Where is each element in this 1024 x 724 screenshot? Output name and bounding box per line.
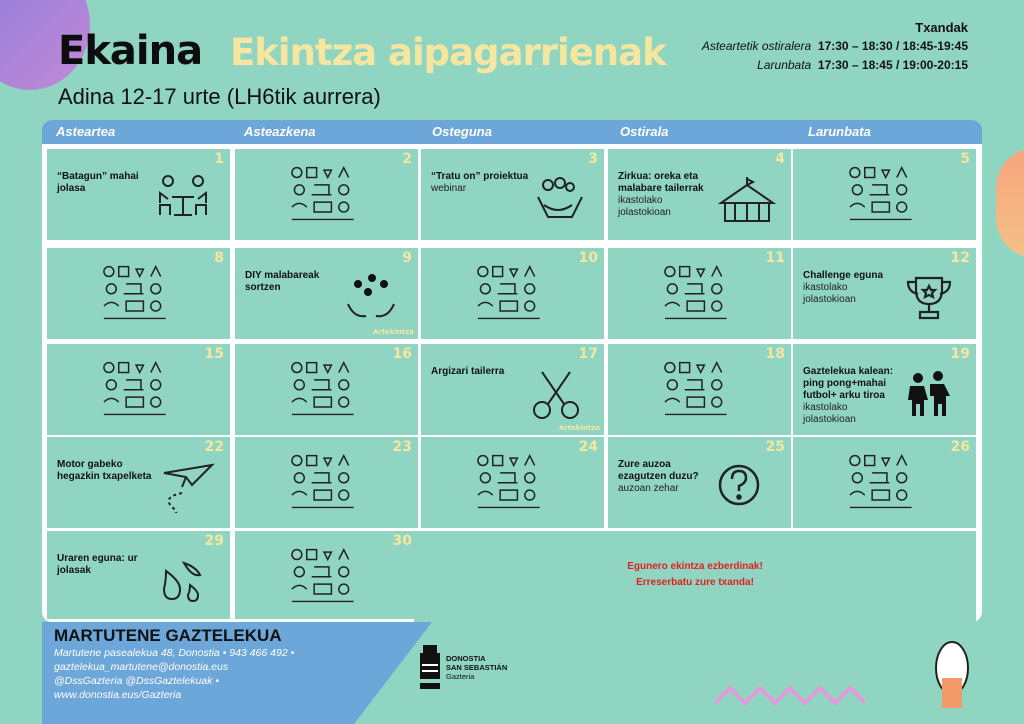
trophy-icon	[902, 274, 962, 324]
page-title: Ekaina	[58, 28, 203, 74]
question-icon	[717, 463, 777, 513]
day-number: 12	[950, 250, 970, 266]
schedule-box	[702, 18, 968, 75]
calendar-day-cell	[608, 437, 791, 528]
activity-location: webinar	[431, 183, 467, 194]
activity-title: Zure auzoa ezagutzen duzu?	[618, 459, 699, 482]
activities-collage-icon	[845, 165, 919, 227]
venue-name: MARTUTENE GAZTELEKUA	[54, 626, 282, 645]
calendar-day-cell	[47, 149, 230, 240]
calendar	[42, 120, 982, 622]
notice-cell	[414, 531, 976, 622]
calendar-day-cell	[47, 437, 230, 528]
day-number: 18	[765, 346, 785, 362]
activity-title: “Tratu on” proiektua	[431, 171, 529, 182]
activities-collage-icon	[287, 547, 361, 609]
table-icon	[156, 175, 216, 225]
notice-line2: Erreserbatu zure txanda!	[636, 577, 754, 588]
activity-title: Argizari tailerra	[431, 366, 505, 377]
day-number: 23	[392, 439, 412, 455]
social-handles: @DssGazteria @DssGaztelekuak •	[54, 675, 220, 687]
activity-location: ikastolako jolastokioan	[618, 195, 671, 218]
day-number: 15	[204, 346, 224, 362]
day-number: 30	[392, 533, 412, 549]
hands-icon	[530, 175, 590, 225]
weekday-label: Larunbata	[808, 124, 871, 139]
day-number: 10	[578, 250, 598, 266]
weekday-header	[42, 120, 982, 144]
activity-location: auzoan zehar	[618, 483, 679, 494]
activities-collage-icon	[99, 264, 173, 326]
mascot-icon	[928, 638, 976, 718]
activities-collage-icon	[99, 360, 173, 422]
calendar-day-cell	[235, 248, 418, 339]
activity-title: “Batagun” mahai jolasa	[57, 171, 139, 194]
people-icon	[902, 370, 962, 420]
activity-title: Uraren eguna: ur jolasak	[57, 553, 138, 576]
schedule-row2-times: 17:30 – 18:45 / 19:00-20:15	[817, 58, 968, 72]
day-number: 19	[950, 346, 970, 362]
day-number: 3	[588, 151, 598, 167]
contact-info	[54, 646, 294, 702]
notice-line1: Egunero ekintza ezberdinak!	[627, 561, 763, 572]
activity-title: Challenge eguna	[803, 270, 884, 281]
email-link[interactable]: gaztelekua_martutene@donostia.eus	[54, 661, 229, 673]
schedule-row1-times: 17:30 – 18:30 / 18:45-19:45	[817, 39, 968, 53]
weekday-label: Asteartea	[56, 124, 116, 139]
schedule-row2-days: Larunbata	[757, 58, 812, 72]
day-number: 22	[204, 439, 224, 455]
calendar-day-cell	[235, 437, 418, 528]
calendar-day-cell	[421, 248, 604, 339]
activity-title: Motor gabeko hegazkin txapelketa	[57, 459, 152, 482]
artekintza-tag: Artekintza	[558, 424, 600, 432]
weekday-label: Ostirala	[620, 124, 669, 139]
activity-location: ikastolako jolastokioan	[803, 402, 856, 425]
calendar-day-cell	[421, 344, 604, 435]
activity-location: ikastolako jolastokioan	[803, 282, 856, 305]
calendar-day-cell	[235, 149, 418, 240]
calendar-day-cell	[608, 248, 791, 339]
activity-title: Gaztelekua kalean: ping pong+mahai futbol+ arku tiroa	[803, 366, 894, 401]
plane-icon	[156, 463, 216, 513]
scissors-icon	[530, 370, 590, 420]
calendar-day-cell	[608, 344, 791, 435]
zigzag-decor-icon	[715, 678, 865, 708]
calendar-day-cell	[421, 437, 604, 528]
tent-icon	[717, 175, 777, 225]
schedule-heading: Txandak	[915, 20, 968, 35]
day-number: 26	[950, 439, 970, 455]
page-subtitle: Ekintza aipagarrienak	[230, 31, 666, 74]
day-number: 9	[402, 250, 412, 266]
calendar-day-cell	[47, 248, 230, 339]
day-number: 2	[402, 151, 412, 167]
website-link[interactable]: www.donostia.eus/Gazteria	[54, 689, 182, 701]
calendar-day-cell	[421, 149, 604, 240]
calendar-day-cell	[793, 149, 976, 240]
activities-collage-icon	[660, 360, 734, 422]
day-number: 25	[765, 439, 785, 455]
day-number: 16	[392, 346, 412, 362]
day-number: 29	[204, 533, 224, 549]
day-number: 1	[214, 151, 224, 167]
decor-blob-right	[996, 148, 1024, 258]
calendar-day-cell	[793, 344, 976, 435]
calendar-day-cell	[47, 531, 230, 619]
day-number: 5	[960, 151, 970, 167]
activities-collage-icon	[845, 453, 919, 515]
drops-icon	[156, 557, 216, 607]
calendar-day-cell	[608, 149, 791, 240]
calendar-day-cell	[235, 531, 418, 619]
day-number: 17	[578, 346, 598, 362]
activities-collage-icon	[473, 264, 547, 326]
activities-collage-icon	[660, 264, 734, 326]
address: Martutene pasealekua 48, Donostia • 943 466 492 •	[54, 647, 295, 659]
activity-title: Zirkua: oreka eta malabare tailerrak	[618, 171, 704, 194]
activities-collage-icon	[473, 453, 547, 515]
calendar-day-cell	[47, 344, 230, 435]
age-range: Adina 12-17 urte (LH6tik aurrera)	[58, 84, 381, 109]
schedule-row1-days: Asteartetik ostiralera	[701, 39, 812, 53]
day-number: 4	[775, 151, 785, 167]
day-number: 11	[765, 250, 785, 266]
artekintza-tag: Artekintza	[372, 328, 414, 336]
calendar-day-cell	[235, 344, 418, 435]
activities-collage-icon	[287, 165, 361, 227]
calendar-day-cell	[793, 437, 976, 528]
day-number: 24	[578, 439, 598, 455]
juggle-icon	[344, 274, 404, 324]
city-logo-text: DONOSTIA SAN SEBASTIÁN Gazteria	[446, 654, 508, 681]
city-crest-icon	[418, 643, 442, 693]
weekday-label: Osteguna	[432, 124, 492, 139]
day-number: 8	[214, 250, 224, 266]
activity-title: DIY malabareak sortzen	[245, 270, 320, 293]
activities-collage-icon	[287, 453, 361, 515]
activities-collage-icon	[287, 360, 361, 422]
calendar-day-cell	[793, 248, 976, 339]
weekday-label: Asteazkena	[244, 124, 316, 139]
